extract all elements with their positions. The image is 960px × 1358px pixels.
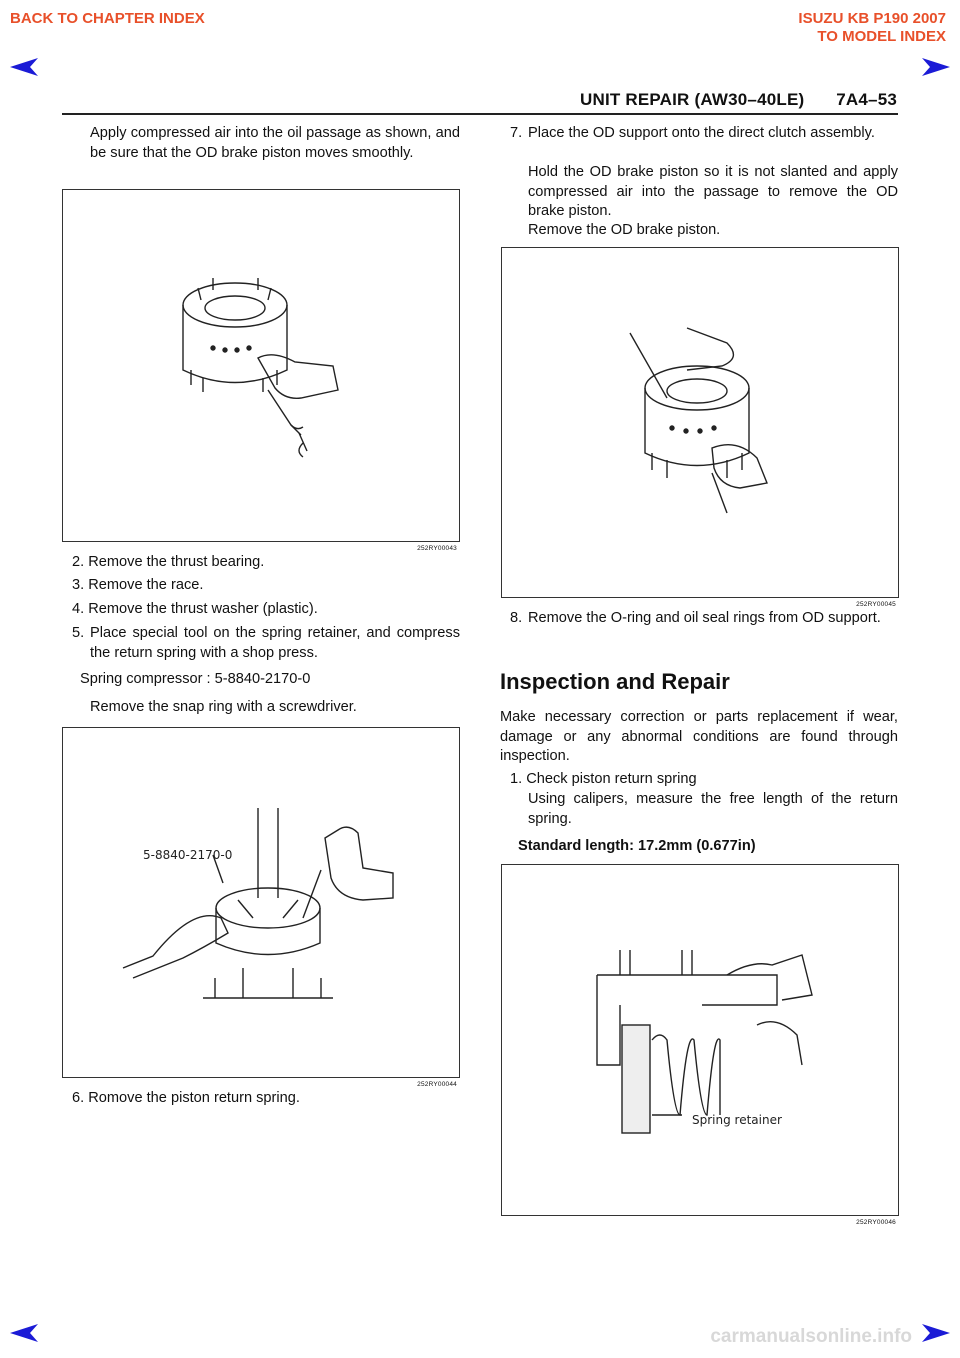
section-title: UNIT REPAIR (AW30–40LE) xyxy=(579,90,805,109)
intro-paragraph: Apply compressed air into the oil passage as shown, and be sure that the OD brake piston moves smoothly. xyxy=(90,125,460,161)
od-support-illustration xyxy=(502,248,898,597)
site-watermark: carmanualsonline.info xyxy=(710,1326,912,1347)
step-7-number: 7. xyxy=(510,125,523,141)
model-index-nav[interactable] xyxy=(798,10,946,46)
next-page-bottom-arrow-icon[interactable] xyxy=(920,1322,952,1344)
spring-retainer-label: Spring retainer xyxy=(692,1113,782,1127)
figure-od-brake-piston-air xyxy=(62,189,460,552)
tool-spec: Spring compressor : 5-8840-2170-0 xyxy=(80,671,311,687)
step-3: 3. Remove the race. xyxy=(72,577,204,593)
previous-page-arrow-icon[interactable] xyxy=(8,56,40,78)
section-heading: Inspection and Repair xyxy=(500,669,730,694)
figure1-id: 252RY00043 xyxy=(417,545,457,552)
caliper-illustration xyxy=(502,865,898,1215)
next-page-arrow-icon[interactable] xyxy=(920,56,952,78)
step-7c: Remove the OD brake piston. xyxy=(528,222,721,238)
step-4: 4. Remove the thrust washer (plastic). xyxy=(72,601,318,617)
snap-ring-instruction: Remove the snap ring with a screwdriver. xyxy=(90,699,357,715)
step-8: Remove the O-ring and oil seal rings from OD support. xyxy=(528,610,881,626)
check-1-detail: Using calipers, measure the free length of the return spring. xyxy=(528,791,898,827)
press-illustration xyxy=(63,728,459,1077)
header-rule xyxy=(62,113,898,115)
previous-page-bottom-arrow-icon[interactable] xyxy=(8,1322,40,1344)
inspection-intro: Make necessary correction or parts replacement if wear, damage or any abnormal conditions are found through inspection. xyxy=(500,709,898,764)
back-to-chapter-index-link[interactable]: BACK TO CHAPTER INDEX xyxy=(10,10,205,27)
step-7a: Place the OD support onto the direct clutch assembly. xyxy=(528,125,875,141)
figure3-id: 252RY00045 xyxy=(856,601,896,608)
figure-caliper-spring xyxy=(501,864,899,1226)
step-8-number: 8. xyxy=(510,610,523,626)
figure-od-support xyxy=(501,247,899,608)
figure-spring-compressor xyxy=(62,727,460,1088)
page-number: 7A4–53 xyxy=(836,90,897,109)
step-5: Place special tool on the spring retainer, and compress the return spring with a shop press. xyxy=(90,625,460,661)
step-7b: Hold the OD brake piston so it is not slanted and apply compressed air into the passage to remove the OD brake piston. xyxy=(528,164,898,219)
page-header xyxy=(510,90,897,110)
model-title-link[interactable]: ISUZU KB P190 2007 xyxy=(798,10,946,27)
check-1: 1. Check piston return spring xyxy=(510,771,697,787)
step-6: 6. Romove the piston return spring. xyxy=(72,1090,300,1106)
figure2-id: 252RY00044 xyxy=(417,1081,457,1088)
step-5-number: 5. xyxy=(72,625,85,641)
step-2: 2. Remove the thrust bearing. xyxy=(72,554,265,570)
to-model-index-link[interactable]: TO MODEL INDEX xyxy=(817,28,946,45)
figure4-id: 252RY00046 xyxy=(856,1219,896,1226)
standard-length: Standard length: 17.2mm (0.677in) xyxy=(518,838,756,854)
drum-air-illustration xyxy=(63,190,459,541)
compressor-label: 5-8840-2170-0 xyxy=(143,848,233,862)
